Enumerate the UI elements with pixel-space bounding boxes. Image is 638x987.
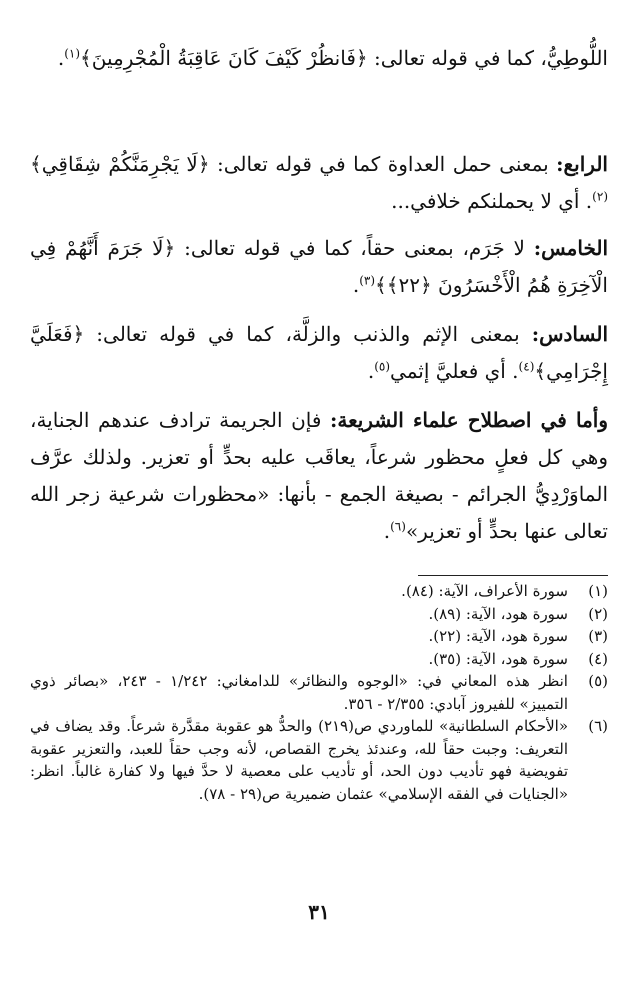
footnote-text: انظر هذه المعاني في: «الوجوه والنظائر» للدامغاني: ١/٢٤٢ - ٢٤٣، «بصائر ذوي التمييز» للفيروز آبادي: ٢/٣٥٥ - ٣٥٦. [30,672,568,713]
quran-verse-4: ﴿فَعَلَيَّ إِجْرَامِي﴾ [30,322,608,383]
quran-verse-3: ﴿لَا جَرَمَ أَنَّهُمْ فِي الْآخِرَةِ هُمُ الْأَخْسَرُونَ ﴿٢٢﴾﴾ [30,236,608,297]
paragraph-5-lead: وأما في اصطلاح علماء الشريعة: [329,408,608,432]
footnote-text: سورة هود، الآية: (٨٩). [428,604,568,623]
footnote-ref-4[interactable]: (٤) [518,359,535,374]
quran-verse-1: ﴿فَانظُرْ كَيْفَ كَانَ عَاقِبَةُ الْمُجْرِمِينَ﴾ [80,46,368,70]
footnote-ref-2[interactable]: (٢) [592,189,608,204]
footnote-text: سورة الأعراف، الآية: (٨٤). [401,582,568,600]
paragraph-2-after: . أي لا يحملنكم خلافي... [391,189,593,213]
footnote-number: (٢) [588,604,608,623]
footnote-text: سورة هود، الآية: (٢٢). [428,627,568,645]
footnote-item [30,625,608,648]
footnote-number: (٤) [588,649,608,668]
paragraph-2-lead: الرابع: [556,152,608,176]
paragraph-1 [30,40,608,77]
paragraph-1-after: . [57,46,65,70]
paragraph-5-text: فإن الجريمة ترادف عندهم الجناية، وهي كل فعلٍ محظور شرعاً، يعاقَب عليه بحدٍّ أو تعزير. ولذلك عرَّف الماوَرْدِيُّ الجرائم - بصيغة الجمع - بأنها: «محظورات شرعية زجر الله تعالى عنها بحدٍّ أو تعزير» [30,408,608,543]
footnote-ref-3[interactable]: (٣) [359,273,376,288]
footnote-text: سورة هود، الآية: (٣٥). [428,649,568,668]
paragraph-2-text: بمعنى حمل العداوة كما في قوله تعالى: [209,152,557,176]
footnote-item [30,580,608,603]
paragraph-1-text: اللُّوطِيُّ، كما في قوله تعالى: [367,46,608,70]
footnote-number: (١) [588,582,608,600]
paragraph-3-after: . [352,273,360,297]
footnote-item [30,715,608,805]
paragraph-2 [30,146,608,220]
footnote-item [30,648,608,671]
footnote-text: «الأحكام السلطانية» للماوردي ص(٢١٩) والحدُّ هو عقوبة مقدَّرة شرعاً. وقد يضاف في التعريف: وجبت حقاً لله، وعندئذ يخرج القصاص، لأنه وجب حقاً للعبد، والتعزير عقوبة تفويضية فهو تأديب دون الحد، أو تأديب على معصية لا حدَّ فيها ولا كفارة غالباً. انظر: «الجنايات في الفقه الإسلامي» عثمان ضميرية ص(٢٩ - ٧٨). [30,717,568,803]
paragraph-3-text: لا جَرَم، بمعنى حقاً، كما في قوله تعالى: [175,236,534,260]
footnote-ref-6[interactable]: (٦) [390,519,406,534]
footnote-item [30,670,608,715]
footnote-number: (٣) [588,627,608,645]
paragraph-4-text: بمعنى الإثم والذنب والزلَّة، كما في قوله تعالى: [84,322,532,346]
footnote-number: (٥) [588,672,608,690]
footnote-separator [418,575,608,576]
footnote-ref-1[interactable]: (١) [64,46,81,61]
paragraph-5-after: . [383,519,391,543]
paragraph-4-after-2: . [367,359,375,383]
page-number: ٣١ [308,900,330,924]
paragraph-4-after: . أي فعليَّ إثمي [390,359,519,383]
footnotes-list [30,580,608,805]
paragraph-3 [30,230,608,304]
paragraph-4 [30,316,608,390]
footnote-number: (٦) [588,717,608,735]
quran-verse-2: ﴿لَا يَجْرِمَنَّكُمْ شِقَاقِي﴾ [30,152,210,176]
footnote-item [30,603,608,626]
paragraph-5 [30,402,608,550]
footnote-ref-5[interactable]: (٥) [374,359,391,374]
paragraph-3-lead: الخامس: [533,236,608,260]
paragraph-4-lead: السادس: [531,322,609,346]
